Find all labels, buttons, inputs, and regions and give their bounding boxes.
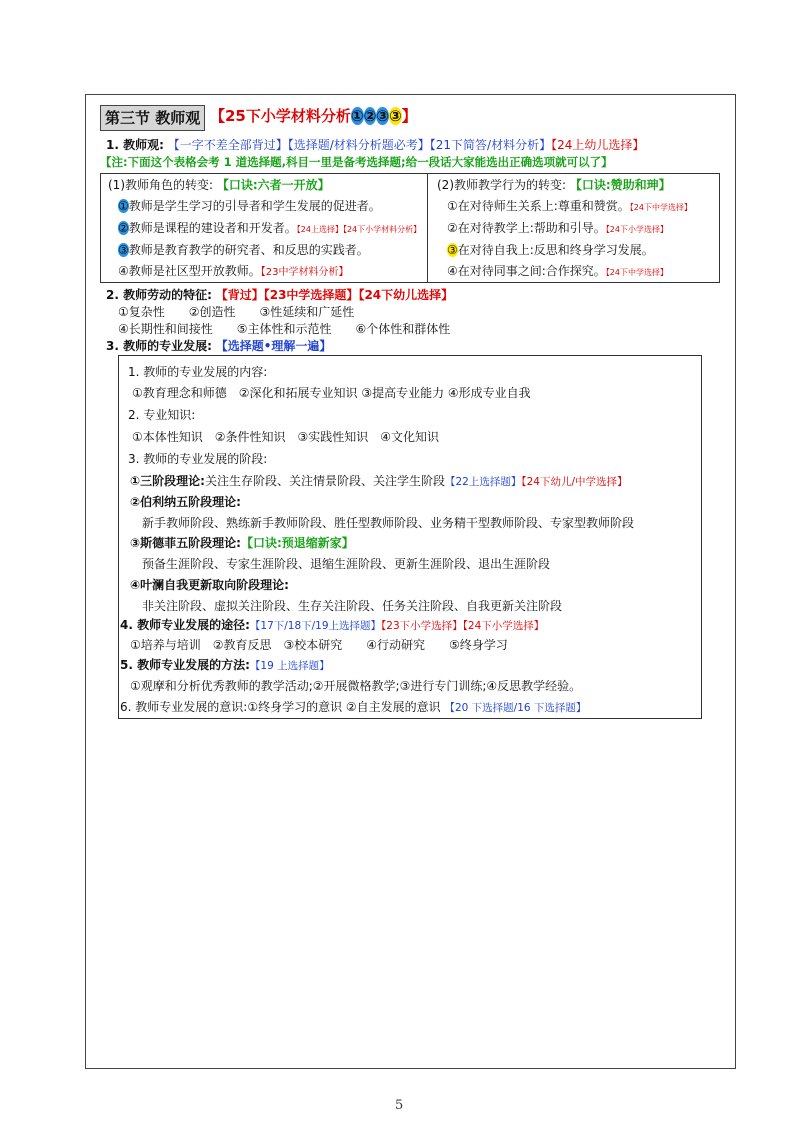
role-left-item-3 <box>118 241 369 259</box>
labor-tag-3: 【24下幼儿选择】 <box>358 288 454 302</box>
role-left-tag-4: 【23中学材料分析】 <box>260 267 349 278</box>
teacher-view-tag-3: 【21下简答/材料分析】 <box>429 138 552 152</box>
steffy-line <box>130 534 354 552</box>
teacher-view-note: 【注:下面这个表格会考 1 道选择题,科目一里是备考选择题;给一段话大家能选出正确选项就可以了】 <box>100 155 613 169</box>
role-right-item-3 <box>447 241 654 259</box>
role-right-title-line <box>437 176 671 194</box>
teacher-view-heading: 1. 教师观: <box>106 138 164 152</box>
awareness-line <box>120 698 586 717</box>
role-left-title-line <box>108 176 330 194</box>
role-left-mnemonic: 【口诀:六者一开放】 <box>216 178 330 192</box>
labor-heading: 2. 教师劳动的特征: <box>106 288 212 302</box>
steffy-text: 预备生涯阶段、专家生涯阶段、退缩生涯阶段、更新生涯阶段、退出生涯阶段 <box>142 557 551 571</box>
role-right-num-4: ④ <box>447 264 458 278</box>
role-left-item-4 <box>118 262 349 282</box>
role-right-tag-4: 【24下中学选择】 <box>605 268 668 277</box>
method-heading-line <box>120 656 330 675</box>
role-right-item-2 <box>447 219 668 239</box>
professional-heading: 3. 教师的专业发展: <box>106 339 212 353</box>
role-left-text-3: 教师是教育教学的研究者、和反思的实践者。 <box>128 243 369 257</box>
ye-label: ④叶澜自我更新取向阶段理论: <box>130 578 289 592</box>
role-table-divider <box>427 173 428 283</box>
role-left-item-2 <box>118 219 421 239</box>
path-tag-2: 【23下小学选择】 <box>381 620 463 632</box>
role-left-num-3: ③ <box>118 243 129 257</box>
tag-circle-4: ③ <box>388 107 402 125</box>
path-heading-line <box>120 616 544 635</box>
professional-heading-line <box>106 337 331 355</box>
labor-tag-1: 【背过】 <box>215 288 264 302</box>
steffy-mnemonic: 【口诀:预退缩新家】 <box>240 536 354 550</box>
method-tag: 【19 上选择题】 <box>249 660 330 672</box>
role-right-title: (2)教师教学行为的转变: <box>437 178 567 192</box>
role-right-text-4: 在对待同事之间:合作探究。 <box>457 264 606 278</box>
three-stage-tag-2: 【24下幼儿/中学选择】 <box>521 476 628 488</box>
method-values: ①观摩和分析优秀教师的教学活动;②开展微格教学;③进行专门训练;④反思教学经验。 <box>130 679 582 693</box>
teacher-view-line <box>106 136 644 154</box>
role-right-text-2: 在对待教学上:帮助和引导。 <box>457 221 606 235</box>
tag-circle-1: ① <box>350 107 364 125</box>
tag-circle-3: ③ <box>376 107 389 125</box>
role-left-title: (1)教师角色的转变: <box>108 178 214 192</box>
role-left-num-4: ④ <box>118 264 129 278</box>
role-right-num-2: ② <box>447 221 458 235</box>
awareness-values: ①终身学习的意识 ②自主发展的意识 <box>247 700 441 714</box>
section-tag-prefix: 【25下小学材料分析 <box>210 107 351 125</box>
section-tag-suffix: 】 <box>401 107 417 125</box>
ye-text: 非关注阶段、虚拟关注阶段、生存关注阶段、任务关注阶段、自我更新关注阶段 <box>142 599 563 613</box>
labor-line-2: ④长期性和间接性 ⑤主体性和示范性 ⑥个体性和群体性 <box>118 322 451 336</box>
path-tag-1: 【17下/18下/19上选择题】 <box>249 620 382 632</box>
method-heading: 5. 教师专业发展的方法: <box>120 658 250 672</box>
three-stage-line <box>130 472 628 491</box>
role-left-text-1: 教师是学生学习的引导者和学生发展的促进者。 <box>128 199 381 213</box>
role-right-item-1 <box>447 197 692 217</box>
content-heading: 1. 教师的专业发展的内容: <box>128 365 268 379</box>
tag-circle-2: ② <box>363 107 377 125</box>
role-left-text-2: 教师是课程的建设者和开发者。 <box>128 221 297 235</box>
role-right-text-1: 在对待师生关系上:尊重和赞赏。 <box>457 199 630 213</box>
teacher-view-tag-4: 【24上幼儿选择】 <box>551 138 645 152</box>
role-left-tag-2: 【24上选择】【24下小学材料分析】 <box>296 225 422 234</box>
stages-heading: 3. 教师的专业发展的阶段: <box>128 452 268 466</box>
labor-heading-line <box>106 286 453 304</box>
teacher-view-tag-1: 【一字不差全部背过】 <box>167 138 288 152</box>
awareness-tag: 【20 下选择题/16 下选择题】 <box>444 702 587 714</box>
professional-tag: 【选择题•理解一遍】 <box>215 339 332 353</box>
awareness-heading: 6. 教师专业发展的意识: <box>120 700 248 714</box>
path-values: ①培养与培训 ②教育反思 ③校本研究 ④行动研究 ⑤终身学习 <box>130 638 508 652</box>
three-stage-text: 关注生存阶段、关注情景阶段、关注学生阶段 <box>204 474 445 488</box>
role-right-item-4 <box>447 262 668 282</box>
role-right-tag-1: 【24下中学选择】 <box>629 203 692 212</box>
three-stage-tag-1: 【22上选择题】 <box>444 476 522 488</box>
role-left-num-1: ① <box>118 199 129 213</box>
knowledge-heading: 2. 专业知识: <box>128 408 196 422</box>
page-number: 5 <box>395 1098 404 1113</box>
role-right-num-1: ① <box>447 199 458 213</box>
labor-tag-2: 【23中学选择题】 <box>263 288 359 302</box>
berliner-text: 新手教师阶段、熟练新手教师阶段、胜任型教师阶段、业务精干型教师阶段、专家型教师阶段 <box>142 516 635 530</box>
role-right-mnemonic: 【口诀:赞助和珅】 <box>569 178 671 192</box>
labor-line-1: ①复杂性 ②创造性 ③性延续和广延性 <box>118 305 355 319</box>
section-title: 第三节 教师观 <box>100 105 205 131</box>
content-values: ①教育理念和师德 ②深化和拓展专业知识 ③提高专业能力 ④形成专业自我 <box>132 386 531 400</box>
role-right-text-3: 在对待自我上:反思和终身学习发展。 <box>457 243 654 257</box>
knowledge-values: ①本体性知识 ②条件性知识 ③实践性知识 ④文化知识 <box>132 430 440 444</box>
role-left-text-4: 教师是社区型开放教师。 <box>128 264 261 278</box>
three-stage-label: ①三阶段理论: <box>130 474 205 488</box>
role-right-tag-2: 【24下小学选择】 <box>605 225 668 234</box>
steffy-label: ③斯德菲五阶段理论: <box>130 536 241 550</box>
section-tag <box>210 106 417 126</box>
path-tag-3: 【24下小学选择】 <box>462 620 545 632</box>
role-right-num-3: ③ <box>447 243 458 257</box>
role-left-num-2: ② <box>118 221 129 235</box>
berliner-label: ②伯利纳五阶段理论: <box>130 495 241 509</box>
path-heading: 4. 教师专业发展的途径: <box>120 618 250 632</box>
teacher-view-tag-2: 【选择题/材料分析题必考】 <box>287 138 430 152</box>
role-left-item-1 <box>118 197 381 215</box>
